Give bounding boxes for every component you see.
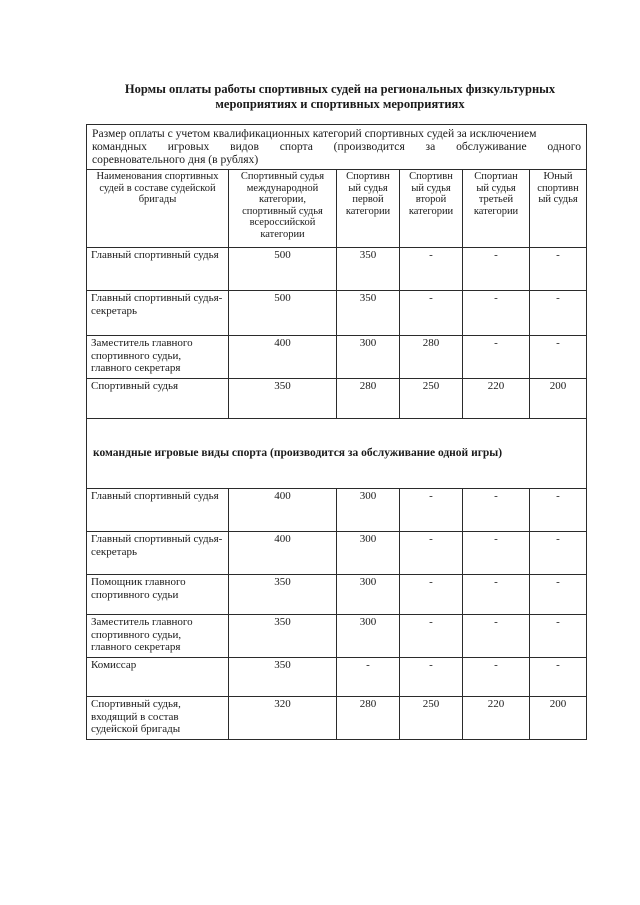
rate-cell: - — [530, 291, 587, 336]
table-row — [87, 697, 587, 740]
document-title — [100, 82, 580, 112]
section-heading-row — [87, 419, 587, 489]
header-row — [87, 170, 587, 248]
col-header-junior: Юный спортивн ый судья — [530, 170, 587, 248]
table-row — [87, 336, 587, 379]
rate-cell: - — [463, 336, 530, 379]
role-cell: Заместитель главного спортивного судьи, главного секретаря — [87, 336, 229, 379]
rate-cell: 400 — [229, 489, 337, 532]
role-cell: Комиссар — [87, 658, 229, 697]
rate-cell: - — [463, 248, 530, 291]
rate-cell: - — [400, 532, 463, 575]
table-row — [87, 658, 587, 697]
rate-cell: 200 — [530, 379, 587, 419]
intro-cell — [87, 125, 587, 170]
rate-cell: 300 — [337, 532, 400, 575]
rate-cell: 350 — [229, 379, 337, 419]
rate-cell: - — [463, 291, 530, 336]
rate-cell: 350 — [337, 291, 400, 336]
role-cell: Спортивный судья, входящий в состав судейской бригады — [87, 697, 229, 740]
rate-cell: 250 — [400, 379, 463, 419]
table-row — [87, 575, 587, 615]
rate-cell: 350 — [337, 248, 400, 291]
rate-cell: 350 — [229, 658, 337, 697]
col-header-intl: Спортивный судья международной категории, спортивный судья всероссийской категории — [229, 170, 337, 248]
rate-cell: - — [530, 489, 587, 532]
rate-cell: 500 — [229, 291, 337, 336]
rate-cell: - — [400, 615, 463, 658]
col-header-first: Спортивн ый судья первой категории — [337, 170, 400, 248]
rate-cell: - — [400, 248, 463, 291]
table-row — [87, 489, 587, 532]
role-cell: Спортивный судья — [87, 379, 229, 419]
table-body — [87, 125, 587, 740]
intro-line-1: Размер оплаты с учетом квалификационных категорий спортивных судей за исключением — [92, 127, 537, 140]
role-cell: Помощник главного спортивного судьи — [87, 575, 229, 615]
role-cell: Главный спортивный судья-секретарь — [87, 532, 229, 575]
rate-cell: - — [400, 489, 463, 532]
rate-cell: 280 — [400, 336, 463, 379]
col-header-second: Спортивн ый судья второй категории — [400, 170, 463, 248]
role-cell: Заместитель главного спортивного судьи, главного секретаря — [87, 615, 229, 658]
rate-cell: 280 — [337, 379, 400, 419]
rate-cell: - — [463, 575, 530, 615]
intro-line-3: соревновательного дня (в рублях) — [92, 153, 259, 166]
rate-cell: 350 — [229, 575, 337, 615]
rate-cell: - — [530, 532, 587, 575]
rate-cell: 500 — [229, 248, 337, 291]
rate-cell: 300 — [337, 489, 400, 532]
rate-cell: - — [400, 575, 463, 615]
rate-cell: 300 — [337, 575, 400, 615]
intro-line-2: командных игровых видов спорта (производится за обслуживание одного — [92, 140, 581, 153]
rate-cell: 280 — [337, 697, 400, 740]
col-header-third: Спортиан ый судья третьей категории — [463, 170, 530, 248]
rate-cell: 350 — [229, 615, 337, 658]
rate-cell: - — [400, 291, 463, 336]
rate-cell: - — [463, 615, 530, 658]
rate-cell: - — [530, 575, 587, 615]
rate-cell: 200 — [530, 697, 587, 740]
rate-cell: 300 — [337, 336, 400, 379]
role-cell: Главный спортивный судья — [87, 489, 229, 532]
rate-cell: 400 — [229, 532, 337, 575]
rate-cell: - — [530, 658, 587, 697]
rate-cell: 400 — [229, 336, 337, 379]
rate-cell: 220 — [463, 697, 530, 740]
rate-cell: 220 — [463, 379, 530, 419]
rate-cell: 300 — [337, 615, 400, 658]
rate-cell: - — [463, 658, 530, 697]
table-row — [87, 248, 587, 291]
rate-cell: - — [530, 615, 587, 658]
role-cell: Главный спортивный судья-секретарь — [87, 291, 229, 336]
rate-cell: - — [463, 489, 530, 532]
rates-table — [86, 124, 587, 740]
table-row — [87, 291, 587, 336]
table-row — [87, 379, 587, 419]
rate-cell: - — [530, 336, 587, 379]
role-cell: Главный спортивный судья — [87, 248, 229, 291]
table-row — [87, 532, 587, 575]
rate-cell: 250 — [400, 697, 463, 740]
title-line-1: Нормы оплаты работы спортивных судей на региональных физкультурных — [124, 82, 556, 96]
col-header-role: Наименования спортивных судей в составе судейской бригады — [87, 170, 229, 248]
rate-cell: - — [463, 532, 530, 575]
title-line-2: мероприятиях и спортивных мероприятиях — [215, 97, 465, 111]
rate-cell: 320 — [229, 697, 337, 740]
intro-row — [87, 125, 587, 170]
section-heading: командные игровые виды спорта (производится за обслуживание одной игры) — [87, 419, 587, 489]
rate-cell: - — [337, 658, 400, 697]
rate-cell: - — [530, 248, 587, 291]
table-row — [87, 615, 587, 658]
rate-cell: - — [400, 658, 463, 697]
